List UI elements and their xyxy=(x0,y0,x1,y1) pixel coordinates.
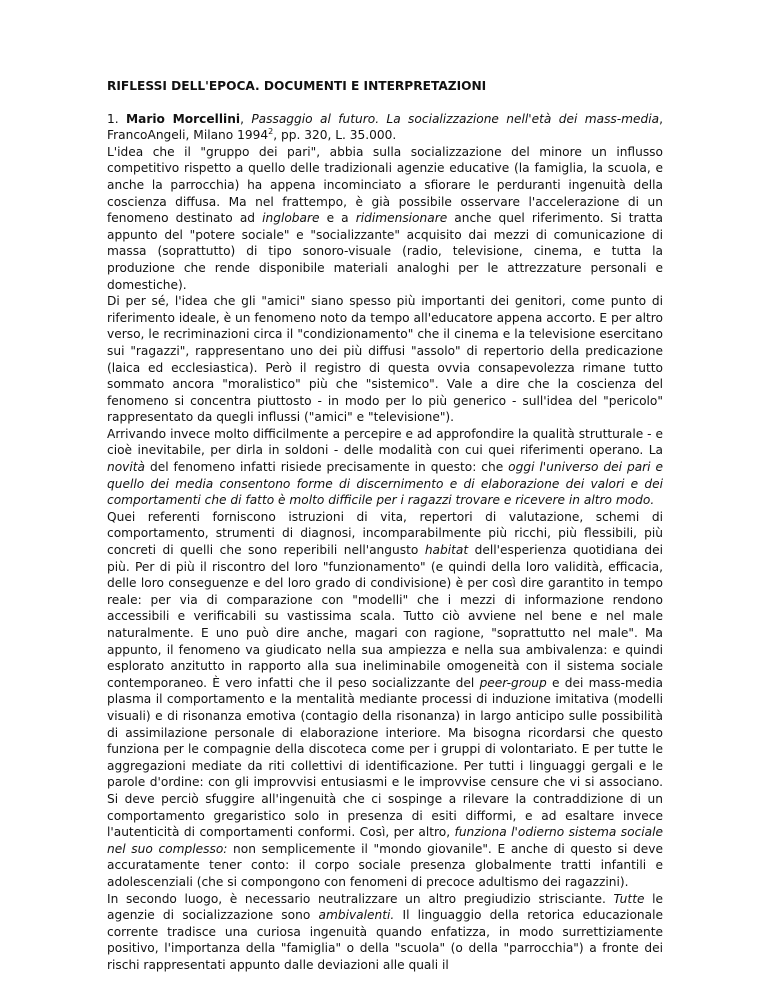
paragraph xyxy=(107,293,663,426)
body-text xyxy=(107,144,663,974)
reference-details: , pp. 320, L. 35.000. xyxy=(273,128,397,143)
text-run: In secondo luogo, è necessario neutralizzare un altro pregiudizio strisciante. xyxy=(107,891,614,906)
text-run: Il linguaggio della retorica educazionale corrente tradisce una curiosa ingenuità quando enfatizza, in modo surrettiziamente positivo, l'importanza della "famiglia" o della "scuola" (o della "parrocchia") a fronte dei rischi rappresentati appunto dalle deviazioni alle quali il xyxy=(107,908,663,972)
reference-edition: 2 xyxy=(268,127,274,137)
text-run: L'idea che il "gruppo dei pari", abbia sulla socializzazione del minore un influsso competitivo rispetto a quello delle tradizionali agenzie educative (la famiglia, la scuola, e anche la parrocchia) ha appena incominciato a sfiorare le perduranti ingenuità della coscienza diffusa. Ma nel frattempo, è già possibile osservare l'accelerazione di un fenomeno destinato ad xyxy=(107,144,663,226)
text-run: Quei referenti forniscono istruzioni di vita, repertori di valutazione, schemi di comportamento, strumenti di diagnosi, incomparabilmente più ricchi, più flessibili, più concreti di quelli che sono reperibili nell'angusto xyxy=(107,509,663,558)
paragraph xyxy=(107,509,663,891)
italic-text-run: funziona l'odierno sistema sociale nel suo complesso: xyxy=(107,825,664,856)
text-run: non semplicemente il "mondo giovanile". E anche di questo si deve accuratamente tener conto: il corpo sociale presenza globalmente tratti infantili e adolescenziali (che si compongono con fenomeni di precoce adultismo dei ragazzini). xyxy=(107,841,663,889)
reference-number: 1. xyxy=(107,111,119,126)
paragraph xyxy=(107,426,663,509)
text-run: anche quel riferimento. Si tratta appunto del "potere sociale" e "socializzante" acquisito dai mezzi di comunicazione di massa (soprattutto) di tipo sonoro-visuale (radio, televisione, cinema, e tutta la produzione che rende disponibile materiali analoghi per le attrezzature personali e domestiche). xyxy=(107,211,663,292)
italic-text-run: Tutte xyxy=(613,891,645,906)
italic-text-run: inglobare xyxy=(262,211,320,226)
italic-text-run: habitat xyxy=(424,543,469,558)
document-page xyxy=(107,78,663,973)
italic-text-run: novità xyxy=(107,460,146,475)
paragraph xyxy=(107,144,663,293)
reference-separator: , xyxy=(240,111,252,126)
text-run: e dei mass-media plasma il comportamento e la mentalità mediante processi di induzione imitativa (modelli visuali) e di risonanza emotiva (contagio della risonanza) in largo anticipo sulle possibilità di assimilazione personale di elaborazione interiore. Ma bisogna ricordarsi che questo funziona per le compagnie della discoteca come per i gruppi di volontariato. E per tutte le aggregazioni mediate da riti collettivi di identificazione. Per tutti i linguaggi gergali e le parole d'ordine: con gli improvvisi entusiasmi e le improvvise censure che vi si associano. Si deve perciò sfuggire all'ingenuità che ci sospinge a rilevare la contraddizione di un comportamento gregaristico solo in presenza di esiti difformi, e ad esaltare invece l'autenticità di comportamenti conformi. Così, per altro, xyxy=(107,675,663,840)
italic-text-run: oggi l'universo dei pari e quello dei media consentono forme di discernimento e di elaborazione dei valori e dei comportamenti che di fatto è molto difficile per i ragazzi trovare e ricevere in altro modo. xyxy=(107,460,663,508)
text-run: Di per sé, l'idea che gli "amici" siano spesso più importanti dei genitori, come punto di riferimento ideale, è un fenomeno noto da tempo all'educatore appena accorto. E per altro verso, le recriminazioni circa il "condizionamento" che il cinema e la televisione esercitano sui "ragazzi", rappresentano uno dei più diffusi "assolo" di repertorio della predicazione (laica ed ecclesiastica). Però il registro di questa ovvia consapevolezza rimane tutto sommato ancora "moralistico" più che "sistemico". Vale a dire che la coscienza del fenomeno si concentra piuttosto - in modo per lo più generico - sull'idea del "pericolo" rappresentato da quegli influssi ("amici" e "televisione"). xyxy=(107,294,663,425)
reference-author: Mario Morcellini xyxy=(126,111,241,126)
document-heading: RIFLESSI DELL'EPOCA. DOCUMENTI E INTERPRETAZIONI xyxy=(107,79,487,93)
text-run: le agenzie di socializzazione sono xyxy=(107,891,663,923)
text-run: e a xyxy=(319,211,356,226)
text-run: dell'esperienza quotidiana dei più. Per di più il riscontro del loro "funzionamento" (e quindi della loro validità, efficacia, delle loro conseguenze e del loro grado di condivisione) è per così dire garantito in tempo reale: per via di comparazione con "modelli" che i mezzi di informazione rendono accessibili e verificabili su vastissima scala. Tutto ciò avviene nel bene e nel male naturalmente. E uno può dire anche, magari con ragione, "soprattutto nel male". Ma appunto, il fenomeno va giudicato nella sua ampiezza e nella sua ambivalenza: e quindi esplorato anzitutto in rapporto alla sua ineliminabile omogeneità con il sistema sociale contemporaneo. È vero infatti che il peso socializzante del xyxy=(107,543,663,690)
italic-text-run: peer-group xyxy=(479,675,547,690)
paragraph xyxy=(107,891,663,974)
italic-text-run: ridimensionare xyxy=(355,211,448,226)
reference-title: Passaggio al futuro. La socializzazione nell'età dei mass-media xyxy=(251,111,660,126)
text-run: Arrivando invece molto difficilmente a percepire e ad approfondire la qualità strutturale - e cioè inevitabile, per dirla in soldoni - delle modalità con cui quei riferimenti operano. La xyxy=(107,426,663,458)
italic-text-run: ambivalenti. xyxy=(318,908,395,923)
reference-publisher: , FrancoAngeli, Milano 1994 xyxy=(107,111,664,143)
bibliographic-reference xyxy=(107,111,663,144)
text-run: del fenomeno infatti risiede precisamente in questo: che xyxy=(145,460,509,475)
